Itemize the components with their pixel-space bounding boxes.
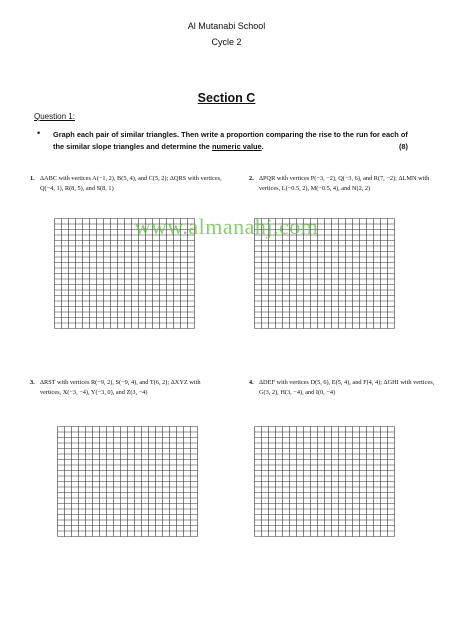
problem-1 xyxy=(30,174,222,194)
instruction-text xyxy=(53,129,408,153)
problem-2 xyxy=(249,174,441,194)
instruction-underlined: numeric value xyxy=(211,142,262,151)
problem-3 xyxy=(30,378,222,398)
bullet-icon: • xyxy=(37,128,41,138)
question-label: Question 1: xyxy=(34,112,75,121)
problem-3-text: ΔRST with vertices R(−9, 2), S(−9, 4), and T(6, 2); ΔXYZ with vertices, X(−3, −4), Y(−3, 0), and Z(3, −4) xyxy=(40,379,201,397)
problem-3-number: 3. xyxy=(30,379,35,386)
section-title: Section C xyxy=(197,91,256,105)
cycle-label: Cycle 2 xyxy=(211,37,242,47)
graph-grid-4[interactable] xyxy=(254,426,395,542)
grid-lines xyxy=(57,426,198,537)
problem-2-text: ΔPQR with vertices P(−3, −2), Q(−3, 6), and R(7, −2); ΔLMN with vertices, L(−0.5, 2), M(−0.5, 4), and N(2, 2) xyxy=(259,175,430,193)
problem-4-number: 4. xyxy=(249,379,254,386)
problem-4 xyxy=(249,378,441,398)
problem-1-number: 1. xyxy=(30,175,35,182)
watermark: www.almanahj.com xyxy=(134,214,319,239)
grid-lines xyxy=(254,426,395,537)
marks-label: (8) xyxy=(398,142,408,151)
instruction-end: . xyxy=(261,142,264,151)
instruction-main: Graph each pair of similar triangles. Then write a proportion comparing the rise to the run for each of the similar slope triangles and determine the xyxy=(53,130,408,151)
school-name: Al Mutanabi School xyxy=(187,21,266,31)
graph-grid-3[interactable] xyxy=(57,426,198,542)
problem-4-text: ΔDEF with vertices D(5, 6), E(5, 4), and F(4, 4); ΔGHI with vertices, G(3, 2), H(3, −4), and I(0, −4) xyxy=(259,379,435,397)
problem-2-number: 2. xyxy=(249,175,254,182)
problem-1-text: ΔABC with vertices A(−1, 2), B(5, 4), and C(5, 2); ΔQRS with vertices, Q(−4, 1), R(8, 5), and S(8, 1) xyxy=(40,175,222,193)
